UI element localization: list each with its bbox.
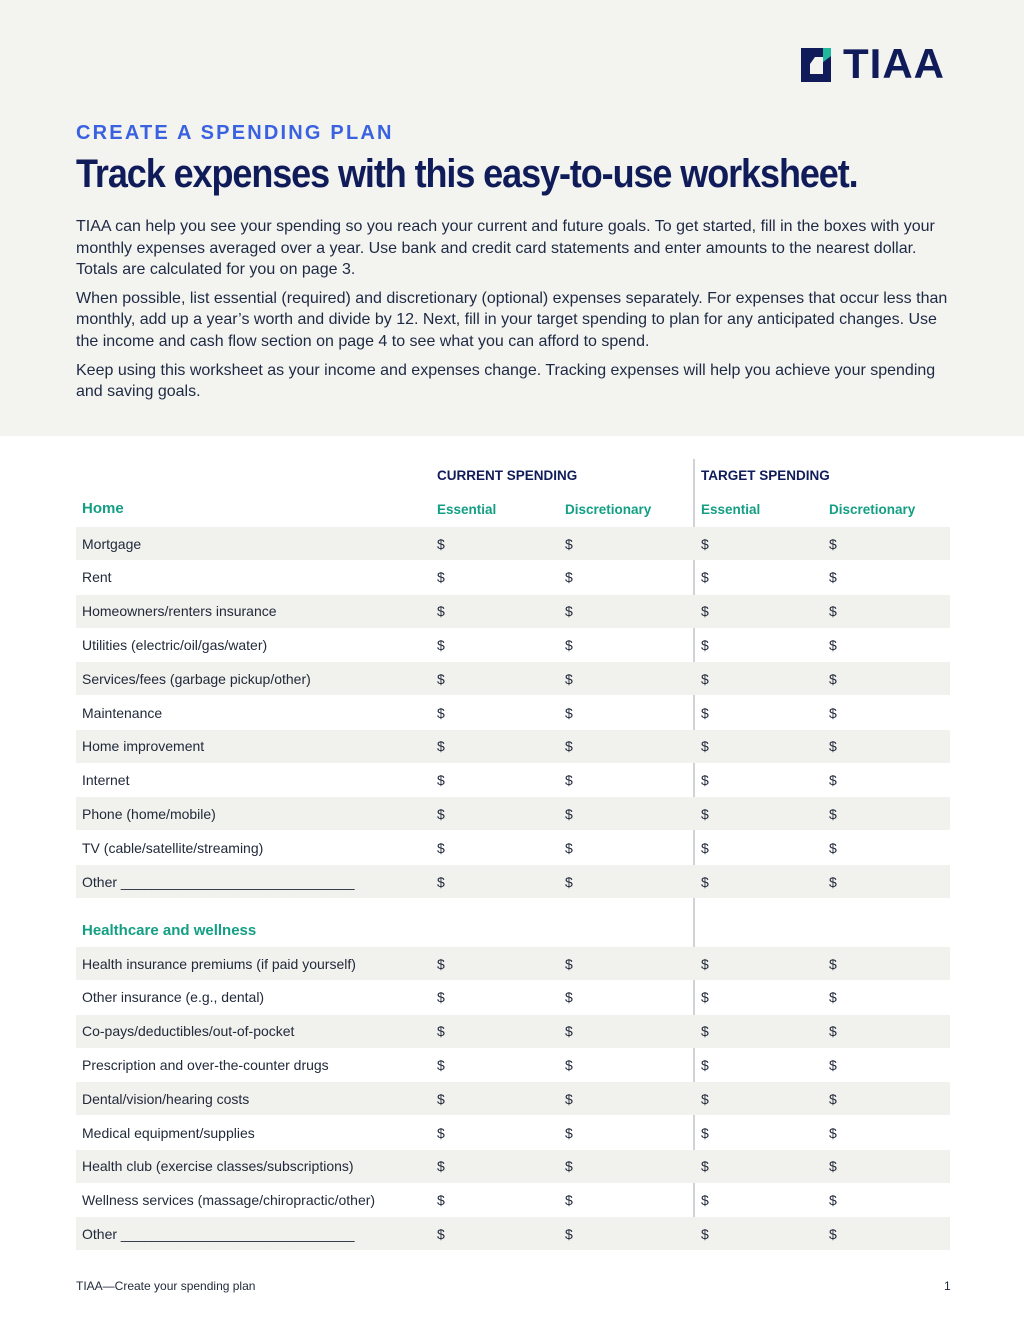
current-discretionary-amount-field[interactable]: $	[565, 670, 573, 687]
table-row	[76, 1048, 950, 1081]
current-essential-amount-field[interactable]: $	[437, 670, 445, 687]
header-band	[0, 0, 1024, 436]
expense-label: Wellness services (massage/chiropractic/other)	[82, 1192, 376, 1209]
target-essential-amount-field[interactable]: $	[701, 1158, 709, 1175]
current-essential-amount-field[interactable]: $	[437, 873, 445, 890]
current-discretionary-amount-field[interactable]: $	[565, 1023, 573, 1040]
current-discretionary-amount-field[interactable]: $	[565, 1192, 573, 1209]
target-essential-amount-field[interactable]: $	[701, 839, 709, 856]
intro-paragraph: TIAA can help you see your spending so you reach your current and future goals. To get started, fill in the boxes with your monthly expenses averaged over a year. Use bank and credit card statements and enter amounts to the nearest dollar. Totals are calculated for you on page 3.	[76, 218, 935, 279]
current-spending-header: CURRENT SPENDING	[437, 468, 578, 483]
table-row	[76, 981, 950, 1014]
target-discretionary-amount-field[interactable]: $	[829, 772, 837, 789]
expense-label: Utilities (electric/oil/gas/water)	[82, 636, 268, 653]
target-essential-amount-field[interactable]: $	[701, 989, 709, 1006]
expense-label: Health insurance premiums (if paid yourself)	[82, 955, 356, 972]
current-discretionary-amount-field[interactable]: $	[565, 955, 573, 972]
target-essential-amount-field[interactable]: $	[701, 955, 709, 972]
target-essential-amount-field[interactable]: $	[701, 1124, 709, 1141]
current-essential-amount-field[interactable]: $	[437, 1158, 445, 1175]
current-discretionary-amount-field[interactable]: $	[565, 704, 573, 721]
current-discretionary-amount-field[interactable]: $	[565, 738, 573, 755]
table-row	[76, 1184, 950, 1217]
tiaa-logo	[795, 40, 945, 87]
page-title: Track expenses with this easy-to-use worksheet.	[76, 152, 858, 196]
table-row	[76, 764, 950, 797]
table-row	[76, 730, 950, 763]
target-essential-amount-field[interactable]: $	[701, 636, 709, 653]
table-row	[76, 831, 950, 864]
target-discretionary-amount-field[interactable]: $	[829, 1090, 837, 1107]
section-title-healthcare: Healthcare and wellness	[82, 922, 257, 939]
target-essential-amount-field[interactable]: $	[701, 603, 709, 620]
expense-label: Health club (exercise classes/subscriptions)	[82, 1158, 354, 1175]
table-row	[76, 1015, 950, 1048]
target-discretionary-amount-field[interactable]: $	[829, 535, 837, 552]
expense-label: Other insurance (e.g., dental)	[82, 989, 265, 1006]
target-discretionary-amount-field[interactable]: $	[829, 989, 837, 1006]
target-essential-amount-field[interactable]: $	[701, 704, 709, 721]
target-discretionary-header: Discretionary	[829, 502, 916, 517]
expense-label: Prescription and over-the-counter drugs	[82, 1056, 329, 1073]
target-essential-amount-field[interactable]: $	[701, 738, 709, 755]
current-discretionary-amount-field[interactable]: $	[565, 1225, 573, 1242]
target-essential-amount-field[interactable]: $	[701, 1023, 709, 1040]
intro-paragraph: When possible, list essential (required) and discretionary (optional) expenses separately. For expenses that occur less than monthly, add up a year’s worth and divide by 12. Next, fill in your target spending to plan for any anticipated changes. Use the income and cash flow section on page 4 to see what you can afford to spend.	[76, 289, 948, 350]
target-essential-header: Essential	[701, 502, 761, 517]
intro-paragraph: Keep using this worksheet as your income and expenses change. Tracking expenses will help you achieve your spending and saving goals.	[76, 361, 936, 401]
current-essential-amount-field[interactable]: $	[437, 839, 445, 856]
target-essential-amount-field[interactable]: $	[701, 670, 709, 687]
table-row	[76, 628, 950, 661]
footer-title: TIAA—Create your spending plan	[76, 1279, 256, 1293]
expense-label: Co-pays/deductibles/out-of-pocket	[82, 1023, 295, 1040]
expense-label: TV (cable/satellite/streaming)	[82, 839, 264, 856]
eyebrow-title: CREATE A SPENDING PLAN	[76, 122, 394, 144]
table-row	[76, 1082, 950, 1115]
target-essential-amount-field[interactable]: $	[701, 1090, 709, 1107]
table-row	[76, 696, 950, 729]
current-essential-amount-field[interactable]: $	[437, 1124, 445, 1141]
target-essential-amount-field[interactable]: $	[701, 772, 709, 789]
current-discretionary-amount-field[interactable]: $	[565, 636, 573, 653]
expense-label: Homeowners/renters insurance	[82, 603, 277, 620]
current-discretionary-amount-field[interactable]: $	[565, 569, 573, 586]
table-row	[76, 1150, 950, 1183]
target-discretionary-amount-field[interactable]: $	[829, 839, 837, 856]
current-essential-amount-field[interactable]: $	[437, 1225, 445, 1242]
target-discretionary-amount-field[interactable]: $	[829, 805, 837, 822]
table-row	[76, 947, 950, 980]
table-row	[76, 797, 950, 830]
current-discretionary-amount-field[interactable]: $	[565, 1158, 573, 1175]
current-discretionary-amount-field[interactable]: $	[565, 772, 573, 789]
tiaa-logo-icon	[795, 44, 835, 84]
current-essential-amount-field[interactable]: $	[437, 603, 445, 620]
current-discretionary-amount-field[interactable]: $	[565, 805, 573, 822]
expense-label: Dental/vision/hearing costs	[82, 1090, 250, 1107]
expense-label: Medical equipment/supplies	[82, 1124, 255, 1141]
logo-wordmark: TIAA	[843, 40, 945, 87]
expense-label: Other ______________________________	[82, 1225, 355, 1242]
current-essential-header: Essential	[437, 502, 497, 517]
target-essential-amount-field[interactable]: $	[701, 569, 709, 586]
table-row	[76, 865, 950, 898]
target-discretionary-amount-field[interactable]: $	[829, 569, 837, 586]
expense-label: Rent	[82, 569, 112, 586]
table-row	[76, 595, 950, 628]
expense-label: Home improvement	[82, 738, 205, 755]
target-essential-amount-field[interactable]: $	[701, 805, 709, 822]
table-row	[76, 1116, 950, 1149]
target-discretionary-amount-field[interactable]: $	[829, 738, 837, 755]
current-discretionary-amount-field[interactable]: $	[565, 1090, 573, 1107]
current-essential-amount-field[interactable]: $	[437, 738, 445, 755]
current-essential-amount-field[interactable]: $	[437, 569, 445, 586]
target-essential-amount-field[interactable]: $	[701, 873, 709, 890]
current-discretionary-amount-field[interactable]: $	[565, 1124, 573, 1141]
target-discretionary-amount-field[interactable]: $	[829, 955, 837, 972]
target-discretionary-amount-field[interactable]: $	[829, 603, 837, 620]
page-number: 1	[944, 1279, 951, 1293]
current-essential-amount-field[interactable]: $	[437, 1192, 445, 1209]
current-essential-amount-field[interactable]: $	[437, 955, 445, 972]
target-discretionary-amount-field[interactable]: $	[829, 873, 837, 890]
current-essential-amount-field[interactable]: $	[437, 805, 445, 822]
current-essential-amount-field[interactable]: $	[437, 1090, 445, 1107]
target-discretionary-amount-field[interactable]: $	[829, 636, 837, 653]
section-title-home: Home	[82, 500, 124, 517]
expense-label: Internet	[82, 772, 130, 789]
current-discretionary-amount-field[interactable]: $	[565, 989, 573, 1006]
current-essential-amount-field[interactable]: $	[437, 989, 445, 1006]
target-discretionary-amount-field[interactable]: $	[829, 1124, 837, 1141]
table-row	[76, 561, 950, 594]
expense-label: Phone (home/mobile)	[82, 805, 216, 822]
current-essential-amount-field[interactable]: $	[437, 1023, 445, 1040]
current-essential-amount-field[interactable]: $	[437, 772, 445, 789]
table-row	[76, 527, 950, 560]
target-essential-amount-field[interactable]: $	[701, 1192, 709, 1209]
target-discretionary-amount-field[interactable]: $	[829, 704, 837, 721]
expense-label: Maintenance	[82, 704, 163, 721]
current-discretionary-amount-field[interactable]: $	[565, 1056, 573, 1073]
target-discretionary-amount-field[interactable]: $	[829, 1225, 837, 1242]
current-discretionary-amount-field[interactable]: $	[565, 603, 573, 620]
current-discretionary-amount-field[interactable]: $	[565, 873, 573, 890]
target-discretionary-amount-field[interactable]: $	[829, 670, 837, 687]
expense-label: Other ______________________________	[82, 873, 355, 890]
target-discretionary-amount-field[interactable]: $	[829, 1158, 837, 1175]
target-essential-amount-field[interactable]: $	[701, 1225, 709, 1242]
expense-label: Mortgage	[82, 535, 142, 552]
target-spending-header: TARGET SPENDING	[701, 468, 830, 483]
current-discretionary-amount-field[interactable]: $	[565, 839, 573, 856]
current-discretionary-header: Discretionary	[565, 502, 652, 517]
target-discretionary-amount-field[interactable]: $	[829, 1056, 837, 1073]
current-essential-amount-field[interactable]: $	[437, 535, 445, 552]
expense-label: Services/fees (garbage pickup/other)	[82, 670, 311, 687]
target-essential-amount-field[interactable]: $	[701, 535, 709, 552]
target-essential-amount-field[interactable]: $	[701, 1056, 709, 1073]
target-discretionary-amount-field[interactable]: $	[829, 1023, 837, 1040]
target-discretionary-amount-field[interactable]: $	[829, 1192, 837, 1209]
current-discretionary-amount-field[interactable]: $	[565, 535, 573, 552]
intro-text	[76, 216, 956, 410]
table-row	[76, 1217, 950, 1250]
current-essential-amount-field[interactable]: $	[437, 636, 445, 653]
table-row	[76, 662, 950, 695]
current-essential-amount-field[interactable]: $	[437, 704, 445, 721]
current-essential-amount-field[interactable]: $	[437, 1056, 445, 1073]
